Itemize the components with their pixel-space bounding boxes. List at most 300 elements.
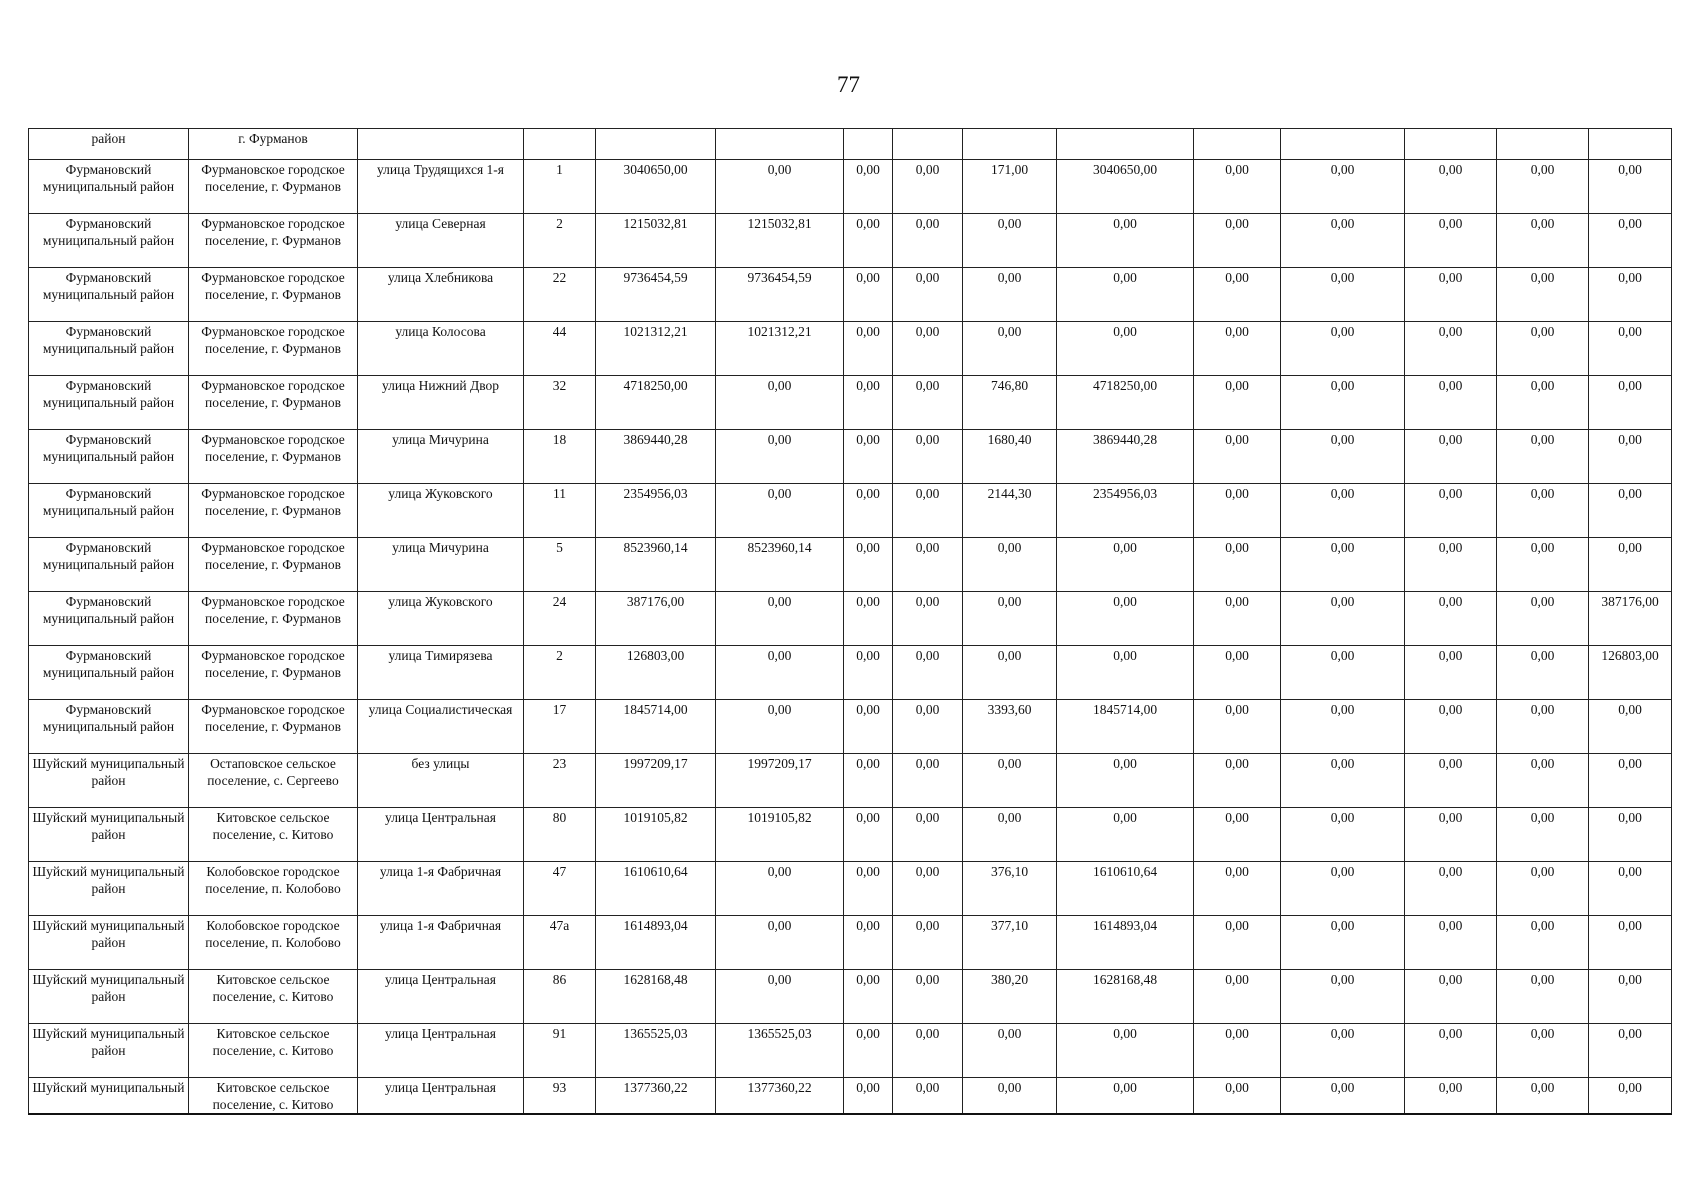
cell-street: улица Северная xyxy=(358,214,524,268)
cell-col6: 1997209,17 xyxy=(716,754,844,808)
cell-col11: 0,00 xyxy=(1194,1078,1281,1115)
cell-col8: 0,00 xyxy=(893,970,963,1024)
cell-col15: 0,00 xyxy=(1589,970,1672,1024)
cell-area: 0,00 xyxy=(963,808,1057,862)
table-row xyxy=(29,160,1672,214)
cell-col6: 1365525,03 xyxy=(716,1024,844,1078)
cell-settlement: Фурмановское городское поселение, г. Фурманов xyxy=(189,376,358,430)
cell-col14: 0,00 xyxy=(1497,592,1589,646)
cell-col14: 0,00 xyxy=(1497,160,1589,214)
cell-col15: 126803,00 xyxy=(1589,646,1672,700)
cell-col10: 1610610,64 xyxy=(1057,862,1194,916)
cell-col13: 0,00 xyxy=(1405,754,1497,808)
table-row xyxy=(29,646,1672,700)
table-row xyxy=(29,808,1672,862)
cell-col11: 0,00 xyxy=(1194,268,1281,322)
cell-house: 18 xyxy=(524,430,596,484)
table-row-continuation xyxy=(29,129,1672,160)
cell-col10: 4718250,00 xyxy=(1057,376,1194,430)
cell-col11: 0,00 xyxy=(1194,862,1281,916)
cell-col11: 0,00 xyxy=(1194,376,1281,430)
cell-col7: 0,00 xyxy=(844,592,893,646)
cell-house: 2 xyxy=(524,214,596,268)
cell-col8: 0,00 xyxy=(893,538,963,592)
cell-col6: 0,00 xyxy=(716,160,844,214)
cell-col6: 9736454,59 xyxy=(716,268,844,322)
cell-col8: 0,00 xyxy=(893,700,963,754)
cell-area: 0,00 xyxy=(963,592,1057,646)
cell-col7: 0,00 xyxy=(844,376,893,430)
cell-col14: 0,00 xyxy=(1497,970,1589,1024)
cell-street xyxy=(358,129,524,160)
cell-col13: 0,00 xyxy=(1405,268,1497,322)
cell-area: 3393,60 xyxy=(963,700,1057,754)
cell-col6: 0,00 xyxy=(716,646,844,700)
cell-col6: 8523960,14 xyxy=(716,538,844,592)
cell-house: 91 xyxy=(524,1024,596,1078)
cell-col7: 0,00 xyxy=(844,322,893,376)
cell-col13: 0,00 xyxy=(1405,322,1497,376)
cell-area: 0,00 xyxy=(963,1024,1057,1078)
cell-col12: 0,00 xyxy=(1281,808,1405,862)
cell-col8 xyxy=(893,129,963,160)
cell-street: улица Жуковского xyxy=(358,484,524,538)
cell-area: 376,10 xyxy=(963,862,1057,916)
cell-col10: 0,00 xyxy=(1057,592,1194,646)
cell-street: улица Тимирязева xyxy=(358,646,524,700)
cell-district: Шуйский муниципальный район xyxy=(29,1024,189,1078)
cell-settlement: Колобовское городское поселение, п. Колобово xyxy=(189,916,358,970)
cell-col6 xyxy=(716,129,844,160)
cell-house xyxy=(524,129,596,160)
cell-col13: 0,00 xyxy=(1405,1024,1497,1078)
table-row xyxy=(29,754,1672,808)
cell-col10: 0,00 xyxy=(1057,322,1194,376)
cell-col10: 0,00 xyxy=(1057,1078,1194,1115)
cell-total: 1997209,17 xyxy=(596,754,716,808)
cell-col10: 1628168,48 xyxy=(1057,970,1194,1024)
cell-col14: 0,00 xyxy=(1497,862,1589,916)
cell-col8: 0,00 xyxy=(893,1024,963,1078)
cell-col11: 0,00 xyxy=(1194,916,1281,970)
cell-col6: 1215032,81 xyxy=(716,214,844,268)
cell-col11 xyxy=(1194,129,1281,160)
cell-col11: 0,00 xyxy=(1194,970,1281,1024)
cell-col15: 0,00 xyxy=(1589,700,1672,754)
cell-col8: 0,00 xyxy=(893,484,963,538)
table-row xyxy=(29,862,1672,916)
cell-col12: 0,00 xyxy=(1281,754,1405,808)
cell-street: улица Социалистическая xyxy=(358,700,524,754)
cell-col12: 0,00 xyxy=(1281,592,1405,646)
cell-col11: 0,00 xyxy=(1194,1024,1281,1078)
cell-col13: 0,00 xyxy=(1405,970,1497,1024)
cell-col10: 0,00 xyxy=(1057,1024,1194,1078)
cell-col6: 0,00 xyxy=(716,430,844,484)
cell-total: 1610610,64 xyxy=(596,862,716,916)
cell-col14: 0,00 xyxy=(1497,646,1589,700)
cell-col14: 0,00 xyxy=(1497,214,1589,268)
cell-col8: 0,00 xyxy=(893,916,963,970)
cell-col13: 0,00 xyxy=(1405,862,1497,916)
cell-street: улица Колосова xyxy=(358,322,524,376)
cell-col7: 0,00 xyxy=(844,646,893,700)
cell-col15: 0,00 xyxy=(1589,430,1672,484)
cell-house: 17 xyxy=(524,700,596,754)
cell-district: Фурмановский муниципальный район xyxy=(29,268,189,322)
cell-house: 47 xyxy=(524,862,596,916)
cell-col6: 1377360,22 xyxy=(716,1078,844,1115)
cell-settlement: Остаповское сельское поселение, с. Сергеево xyxy=(189,754,358,808)
table-row xyxy=(29,430,1672,484)
cell-col6: 0,00 xyxy=(716,592,844,646)
cell-col7: 0,00 xyxy=(844,1078,893,1115)
cell-col6: 0,00 xyxy=(716,862,844,916)
cell-settlement: Фурмановское городское поселение, г. Фурманов xyxy=(189,322,358,376)
cell-total: 1377360,22 xyxy=(596,1078,716,1115)
cell-district: Фурмановский муниципальный район xyxy=(29,322,189,376)
cell-col13: 0,00 xyxy=(1405,376,1497,430)
cell-total: 1628168,48 xyxy=(596,970,716,1024)
cell-col14: 0,00 xyxy=(1497,322,1589,376)
cell-street: улица Мичурина xyxy=(358,430,524,484)
cell-col7: 0,00 xyxy=(844,700,893,754)
cell-total: 126803,00 xyxy=(596,646,716,700)
cell-col15: 0,00 xyxy=(1589,268,1672,322)
cell-col13: 0,00 xyxy=(1405,592,1497,646)
cell-area: 0,00 xyxy=(963,538,1057,592)
cell-district: Фурмановский муниципальный район xyxy=(29,430,189,484)
cell-area: 0,00 xyxy=(963,1078,1057,1115)
cell-col7: 0,00 xyxy=(844,484,893,538)
cell-col11: 0,00 xyxy=(1194,754,1281,808)
cell-col12: 0,00 xyxy=(1281,214,1405,268)
cell-col7: 0,00 xyxy=(844,268,893,322)
cell-street: улица Центральная xyxy=(358,1024,524,1078)
cell-total: 4718250,00 xyxy=(596,376,716,430)
cell-col14: 0,00 xyxy=(1497,484,1589,538)
cell-col11: 0,00 xyxy=(1194,322,1281,376)
cell-area: 0,00 xyxy=(963,214,1057,268)
cell-col7: 0,00 xyxy=(844,430,893,484)
cell-settlement: Фурмановское городское поселение, г. Фурманов xyxy=(189,484,358,538)
cell-col11: 0,00 xyxy=(1194,700,1281,754)
cell-col12: 0,00 xyxy=(1281,916,1405,970)
cell-house: 80 xyxy=(524,808,596,862)
cell-area: 0,00 xyxy=(963,754,1057,808)
cell-col15: 0,00 xyxy=(1589,1024,1672,1078)
cell-col7: 0,00 xyxy=(844,160,893,214)
cell-settlement: Фурмановское городское поселение, г. Фурманов xyxy=(189,592,358,646)
cell-settlement: Китовское сельское поселение, с. Китово xyxy=(189,808,358,862)
cell-house: 32 xyxy=(524,376,596,430)
cell-col15: 0,00 xyxy=(1589,1078,1672,1115)
cell-col12: 0,00 xyxy=(1281,1024,1405,1078)
cell-col10: 0,00 xyxy=(1057,754,1194,808)
cell-district: район xyxy=(29,129,189,160)
page-number: 77 xyxy=(837,72,860,97)
cell-col8: 0,00 xyxy=(893,808,963,862)
cell-col15: 0,00 xyxy=(1589,916,1672,970)
cell-col7: 0,00 xyxy=(844,916,893,970)
cell-col15: 0,00 xyxy=(1589,160,1672,214)
cell-col8: 0,00 xyxy=(893,646,963,700)
cell-col13: 0,00 xyxy=(1405,430,1497,484)
cell-district: Фурмановский муниципальный район xyxy=(29,376,189,430)
cell-street: улица Нижний Двор xyxy=(358,376,524,430)
cell-district: Шуйский муниципальный xyxy=(29,1078,189,1115)
table-row xyxy=(29,1078,1672,1115)
cell-total xyxy=(596,129,716,160)
cell-col13: 0,00 xyxy=(1405,484,1497,538)
cell-col10: 3040650,00 xyxy=(1057,160,1194,214)
cell-col12: 0,00 xyxy=(1281,1078,1405,1115)
table-body xyxy=(29,129,1672,1115)
table-row xyxy=(29,538,1672,592)
cell-col13: 0,00 xyxy=(1405,214,1497,268)
cell-street: улица 1-я Фабричная xyxy=(358,862,524,916)
cell-total: 3040650,00 xyxy=(596,160,716,214)
cell-house: 44 xyxy=(524,322,596,376)
cell-street: улица Жуковского xyxy=(358,592,524,646)
cell-col12: 0,00 xyxy=(1281,376,1405,430)
cell-col7: 0,00 xyxy=(844,214,893,268)
cell-street: улица Хлебникова xyxy=(358,268,524,322)
cell-col6: 1021312,21 xyxy=(716,322,844,376)
cell-district: Фурмановский муниципальный район xyxy=(29,700,189,754)
cell-col7: 0,00 xyxy=(844,754,893,808)
cell-area: 746,80 xyxy=(963,376,1057,430)
cell-col13: 0,00 xyxy=(1405,1078,1497,1115)
cell-col11: 0,00 xyxy=(1194,214,1281,268)
cell-col12: 0,00 xyxy=(1281,862,1405,916)
cell-col10: 2354956,03 xyxy=(1057,484,1194,538)
cell-total: 3869440,28 xyxy=(596,430,716,484)
cell-district: Шуйский муниципальный район xyxy=(29,808,189,862)
cell-settlement: Китовское сельское поселение, с. Китово xyxy=(189,970,358,1024)
cell-house: 23 xyxy=(524,754,596,808)
cell-col8: 0,00 xyxy=(893,754,963,808)
cell-col11: 0,00 xyxy=(1194,538,1281,592)
cell-col11: 0,00 xyxy=(1194,808,1281,862)
cell-col12: 0,00 xyxy=(1281,430,1405,484)
cell-col14: 0,00 xyxy=(1497,808,1589,862)
cell-house: 11 xyxy=(524,484,596,538)
cell-col10: 1845714,00 xyxy=(1057,700,1194,754)
cell-col7: 0,00 xyxy=(844,808,893,862)
cell-settlement: Фурмановское городское поселение, г. Фурманов xyxy=(189,646,358,700)
cell-col12: 0,00 xyxy=(1281,268,1405,322)
cell-total: 1021312,21 xyxy=(596,322,716,376)
cell-col10 xyxy=(1057,129,1194,160)
cell-col6: 1019105,82 xyxy=(716,808,844,862)
cell-street: улица Центральная xyxy=(358,970,524,1024)
cell-area: 0,00 xyxy=(963,646,1057,700)
cell-total: 9736454,59 xyxy=(596,268,716,322)
cell-house: 86 xyxy=(524,970,596,1024)
cell-col10: 0,00 xyxy=(1057,538,1194,592)
cell-area: 0,00 xyxy=(963,268,1057,322)
cell-col15 xyxy=(1589,129,1672,160)
cell-settlement: Фурмановское городское поселение, г. Фурманов xyxy=(189,430,358,484)
cell-house: 1 xyxy=(524,160,596,214)
cell-street: улица Мичурина xyxy=(358,538,524,592)
cell-col13: 0,00 xyxy=(1405,808,1497,862)
cell-col15: 0,00 xyxy=(1589,754,1672,808)
cell-col12: 0,00 xyxy=(1281,700,1405,754)
cell-area: 380,20 xyxy=(963,970,1057,1024)
cell-col14: 0,00 xyxy=(1497,538,1589,592)
cell-settlement: Китовское сельское поселение, с. Китово xyxy=(189,1078,358,1115)
cell-col15: 0,00 xyxy=(1589,538,1672,592)
cell-house: 47а xyxy=(524,916,596,970)
cell-col14: 0,00 xyxy=(1497,754,1589,808)
cell-col10: 0,00 xyxy=(1057,646,1194,700)
table-row xyxy=(29,1024,1672,1078)
cell-col12: 0,00 xyxy=(1281,538,1405,592)
cell-col14: 0,00 xyxy=(1497,1078,1589,1115)
cell-house: 22 xyxy=(524,268,596,322)
cell-settlement: Колобовское городское поселение, п. Колобово xyxy=(189,862,358,916)
cell-house: 93 xyxy=(524,1078,596,1115)
cell-col6: 0,00 xyxy=(716,700,844,754)
cell-street: улица 1-я Фабричная xyxy=(358,916,524,970)
cell-col11: 0,00 xyxy=(1194,646,1281,700)
cell-house: 5 xyxy=(524,538,596,592)
cell-settlement: Китовское сельское поселение, с. Китово xyxy=(189,1024,358,1078)
cell-col6: 0,00 xyxy=(716,484,844,538)
cell-col8: 0,00 xyxy=(893,214,963,268)
cell-col10: 0,00 xyxy=(1057,214,1194,268)
cell-col14: 0,00 xyxy=(1497,700,1589,754)
cell-col6: 0,00 xyxy=(716,376,844,430)
cell-total: 387176,00 xyxy=(596,592,716,646)
cell-col14: 0,00 xyxy=(1497,268,1589,322)
cell-col10: 1614893,04 xyxy=(1057,916,1194,970)
cell-col7: 0,00 xyxy=(844,538,893,592)
cell-col11: 0,00 xyxy=(1194,484,1281,538)
cell-col12: 0,00 xyxy=(1281,646,1405,700)
cell-col15: 0,00 xyxy=(1589,214,1672,268)
cell-col7: 0,00 xyxy=(844,862,893,916)
cell-district: Фурмановский муниципальный район xyxy=(29,214,189,268)
table-row xyxy=(29,268,1672,322)
cell-col10: 3869440,28 xyxy=(1057,430,1194,484)
cell-settlement: г. Фурманов xyxy=(189,129,358,160)
cell-col10: 0,00 xyxy=(1057,268,1194,322)
cell-col13: 0,00 xyxy=(1405,916,1497,970)
cell-settlement: Фурмановское городское поселение, г. Фурманов xyxy=(189,538,358,592)
cell-area xyxy=(963,129,1057,160)
cell-col8: 0,00 xyxy=(893,592,963,646)
cell-col14: 0,00 xyxy=(1497,430,1589,484)
cell-col7 xyxy=(844,129,893,160)
cell-street: улица Трудящихся 1-я xyxy=(358,160,524,214)
cell-total: 1019105,82 xyxy=(596,808,716,862)
cell-total: 1365525,03 xyxy=(596,1024,716,1078)
cell-col8: 0,00 xyxy=(893,322,963,376)
register-table xyxy=(28,128,1672,1115)
cell-col13: 0,00 xyxy=(1405,160,1497,214)
cell-area: 377,10 xyxy=(963,916,1057,970)
cell-district: Шуйский муниципальный район xyxy=(29,970,189,1024)
cell-col8: 0,00 xyxy=(893,376,963,430)
cell-area: 2144,30 xyxy=(963,484,1057,538)
table-row xyxy=(29,592,1672,646)
cell-col11: 0,00 xyxy=(1194,430,1281,484)
cell-col13 xyxy=(1405,129,1497,160)
cell-col14: 0,00 xyxy=(1497,1024,1589,1078)
cell-col12: 0,00 xyxy=(1281,322,1405,376)
cell-col13: 0,00 xyxy=(1405,646,1497,700)
cell-col11: 0,00 xyxy=(1194,592,1281,646)
cell-area: 1680,40 xyxy=(963,430,1057,484)
cell-col8: 0,00 xyxy=(893,430,963,484)
cell-settlement: Фурмановское городское поселение, г. Фурманов xyxy=(189,268,358,322)
cell-col10: 0,00 xyxy=(1057,808,1194,862)
cell-col13: 0,00 xyxy=(1405,538,1497,592)
cell-col8: 0,00 xyxy=(893,1078,963,1115)
table-row xyxy=(29,376,1672,430)
table-row xyxy=(29,484,1672,538)
cell-col15: 0,00 xyxy=(1589,484,1672,538)
cell-col12: 0,00 xyxy=(1281,484,1405,538)
cell-col15: 0,00 xyxy=(1589,862,1672,916)
table-row xyxy=(29,970,1672,1024)
cell-area: 171,00 xyxy=(963,160,1057,214)
cell-col8: 0,00 xyxy=(893,862,963,916)
cell-district: Шуйский муниципальный район xyxy=(29,916,189,970)
cell-col7: 0,00 xyxy=(844,970,893,1024)
cell-total: 2354956,03 xyxy=(596,484,716,538)
cell-col12: 0,00 xyxy=(1281,160,1405,214)
table-row xyxy=(29,700,1672,754)
cell-col6: 0,00 xyxy=(716,916,844,970)
table-row xyxy=(29,916,1672,970)
cell-settlement: Фурмановское городское поселение, г. Фурманов xyxy=(189,700,358,754)
cell-col13: 0,00 xyxy=(1405,700,1497,754)
cell-street: улица Центральная xyxy=(358,808,524,862)
cell-col7: 0,00 xyxy=(844,1024,893,1078)
cell-col12: 0,00 xyxy=(1281,970,1405,1024)
cell-street: улица Центральная xyxy=(358,1078,524,1115)
cell-col15: 387176,00 xyxy=(1589,592,1672,646)
cell-total: 1845714,00 xyxy=(596,700,716,754)
cell-col8: 0,00 xyxy=(893,160,963,214)
cell-district: Фурмановский муниципальный район xyxy=(29,592,189,646)
cell-district: Фурмановский муниципальный район xyxy=(29,538,189,592)
cell-col14: 0,00 xyxy=(1497,376,1589,430)
cell-col8: 0,00 xyxy=(893,268,963,322)
cell-district: Фурмановский муниципальный район xyxy=(29,646,189,700)
table-row xyxy=(29,322,1672,376)
cell-total: 8523960,14 xyxy=(596,538,716,592)
cell-col15: 0,00 xyxy=(1589,322,1672,376)
cell-house: 2 xyxy=(524,646,596,700)
cell-col14 xyxy=(1497,129,1589,160)
cell-settlement: Фурмановское городское поселение, г. Фурманов xyxy=(189,214,358,268)
cell-area: 0,00 xyxy=(963,322,1057,376)
cell-col14: 0,00 xyxy=(1497,916,1589,970)
cell-col15: 0,00 xyxy=(1589,808,1672,862)
cell-house: 24 xyxy=(524,592,596,646)
cell-total: 1614893,04 xyxy=(596,916,716,970)
cell-district: Шуйский муниципальный район xyxy=(29,862,189,916)
cell-district: Фурмановский муниципальный район xyxy=(29,160,189,214)
cell-col11: 0,00 xyxy=(1194,160,1281,214)
cell-district: Шуйский муниципальный район xyxy=(29,754,189,808)
table-row xyxy=(29,214,1672,268)
